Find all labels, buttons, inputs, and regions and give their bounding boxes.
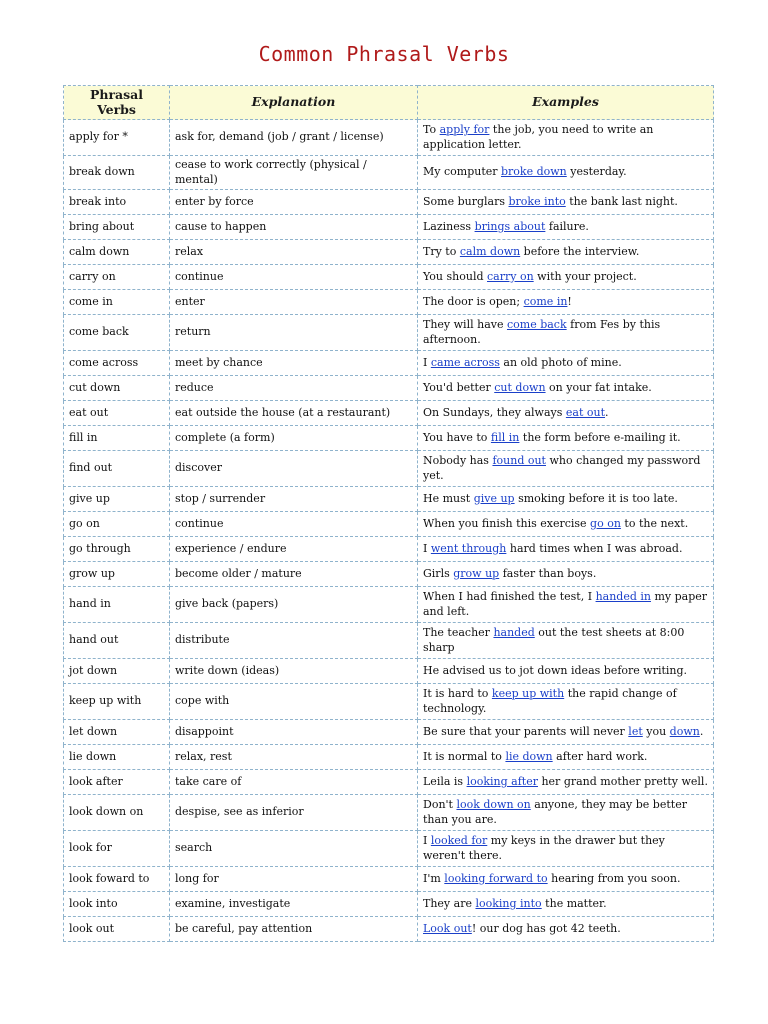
highlighted-phrasal-verb: calm down bbox=[459, 244, 521, 258]
example-text: Laziness bbox=[423, 219, 475, 233]
example-cell bbox=[418, 770, 714, 795]
example-text: To bbox=[423, 123, 440, 136]
example-text: on your fat intake. bbox=[545, 380, 652, 394]
example-text: my keys in the drawer but they weren't there. bbox=[423, 834, 665, 862]
example-cell bbox=[418, 351, 714, 376]
example-text: You have to bbox=[423, 430, 491, 444]
phrasal-verb-cell: keep up with bbox=[64, 684, 170, 720]
explanation-cell: eat outside the house (at a restaurant) bbox=[170, 401, 418, 426]
table-row bbox=[64, 487, 714, 512]
example-cell bbox=[418, 892, 714, 917]
example-cell bbox=[418, 265, 714, 290]
example-text: the form before e-mailing it. bbox=[519, 430, 681, 444]
example-cell bbox=[418, 401, 714, 426]
phrasal-verb-cell: look foward to bbox=[64, 867, 170, 892]
example-text: The teacher bbox=[423, 626, 494, 639]
phrasal-verb-cell: jot down bbox=[64, 659, 170, 684]
example-text: the matter. bbox=[541, 896, 607, 910]
example-cell bbox=[418, 684, 714, 720]
highlighted-phrasal-verb: down bbox=[669, 724, 700, 738]
highlighted-phrasal-verb: fill in bbox=[490, 430, 520, 444]
example-text: They are bbox=[423, 896, 476, 910]
phrasal-verb-cell: come back bbox=[64, 315, 170, 351]
table-row bbox=[64, 240, 714, 265]
explanation-cell: despise, see as inferior bbox=[170, 795, 418, 831]
example-text: I bbox=[423, 834, 431, 847]
explanation-cell: cease to work correctly (physical / mental) bbox=[170, 156, 418, 190]
highlighted-phrasal-verb: carry on bbox=[487, 269, 534, 283]
highlighted-phrasal-verb: looking forward to bbox=[444, 871, 548, 885]
example-text: yesterday. bbox=[566, 165, 627, 179]
explanation-cell: search bbox=[170, 831, 418, 867]
phrasal-verb-cell: break down bbox=[64, 156, 170, 190]
highlighted-phrasal-verb: Look out bbox=[423, 921, 472, 935]
example-text: anyone, they may be better than you are. bbox=[423, 798, 687, 826]
highlighted-phrasal-verb: go on bbox=[590, 516, 621, 530]
phrasal-verb-cell: grow up bbox=[64, 562, 170, 587]
example-cell bbox=[418, 917, 714, 942]
phrasal-verb-cell: look down on bbox=[64, 795, 170, 831]
example-cell bbox=[418, 120, 714, 156]
example-cell bbox=[418, 376, 714, 401]
example-text: It is normal to bbox=[423, 749, 506, 763]
phrasal-verb-cell: go through bbox=[64, 537, 170, 562]
example-text: the bank last night. bbox=[565, 194, 678, 208]
table-row bbox=[64, 190, 714, 215]
example-text: who changed my password yet. bbox=[423, 454, 701, 482]
example-text: to the next. bbox=[620, 516, 689, 530]
example-text: . bbox=[605, 405, 609, 419]
table-body bbox=[64, 120, 714, 942]
header-phrasal-verbs: Phrasal Verbs bbox=[64, 86, 170, 120]
example-cell bbox=[418, 240, 714, 265]
phrasal-verb-cell: look into bbox=[64, 892, 170, 917]
table-header-row bbox=[64, 86, 714, 120]
highlighted-phrasal-verb: handed bbox=[493, 626, 535, 639]
phrasal-verb-cell: calm down bbox=[64, 240, 170, 265]
explanation-cell: return bbox=[170, 315, 418, 351]
phrasal-verb-cell: carry on bbox=[64, 265, 170, 290]
highlighted-phrasal-verb: eat out bbox=[565, 405, 606, 419]
highlighted-phrasal-verb: cut down bbox=[494, 380, 546, 394]
example-text: her grand mother pretty well. bbox=[537, 774, 708, 788]
example-text: an old photo of mine. bbox=[499, 355, 622, 369]
example-text: Nobody has bbox=[423, 454, 493, 467]
highlighted-phrasal-verb: brings about bbox=[474, 219, 546, 233]
table-row bbox=[64, 917, 714, 942]
phrasal-verb-cell: come in bbox=[64, 290, 170, 315]
example-text: from Fes by this afternoon. bbox=[423, 318, 661, 346]
explanation-cell: ask for, demand (job / grant / license) bbox=[170, 120, 418, 156]
highlighted-phrasal-verb: lie down bbox=[505, 749, 553, 763]
explanation-cell: experience / endure bbox=[170, 537, 418, 562]
table-row bbox=[64, 831, 714, 867]
table-row bbox=[64, 867, 714, 892]
table-row bbox=[64, 795, 714, 831]
example-text: I bbox=[423, 541, 431, 555]
highlighted-phrasal-verb: come in bbox=[523, 294, 568, 308]
highlighted-phrasal-verb: grow up bbox=[453, 566, 500, 580]
highlighted-phrasal-verb: keep up with bbox=[491, 687, 565, 700]
explanation-cell: cause to happen bbox=[170, 215, 418, 240]
phrasal-verb-cell: let down bbox=[64, 720, 170, 745]
explanation-cell: cope with bbox=[170, 684, 418, 720]
table-row bbox=[64, 315, 714, 351]
example-text: It is hard to bbox=[423, 687, 492, 700]
phrasal-verb-cell: hand in bbox=[64, 587, 170, 623]
phrasal-verb-cell: fill in bbox=[64, 426, 170, 451]
example-text: my paper and left. bbox=[423, 590, 708, 618]
phrasal-verb-cell: come across bbox=[64, 351, 170, 376]
example-cell bbox=[418, 659, 714, 684]
table-row bbox=[64, 215, 714, 240]
phrasal-verb-cell: hand out bbox=[64, 623, 170, 659]
example-text: hearing from you soon. bbox=[547, 871, 681, 885]
explanation-cell: give back (papers) bbox=[170, 587, 418, 623]
highlighted-phrasal-verb: came across bbox=[430, 355, 500, 369]
example-text: the rapid change of technology. bbox=[423, 687, 677, 715]
phrasal-verb-cell: bring about bbox=[64, 215, 170, 240]
explanation-cell: take care of bbox=[170, 770, 418, 795]
phrasal-verb-cell: lie down bbox=[64, 745, 170, 770]
example-cell bbox=[418, 215, 714, 240]
highlighted-phrasal-verb: let bbox=[628, 724, 643, 738]
phrasal-verbs-table bbox=[63, 85, 714, 942]
highlighted-phrasal-verb: give up bbox=[473, 491, 515, 505]
example-cell bbox=[418, 623, 714, 659]
phrasal-verb-cell: cut down bbox=[64, 376, 170, 401]
example-text: My computer bbox=[423, 165, 501, 179]
example-cell bbox=[418, 562, 714, 587]
explanation-cell: examine, investigate bbox=[170, 892, 418, 917]
table-row bbox=[64, 892, 714, 917]
explanation-cell: discover bbox=[170, 451, 418, 487]
header-examples: Examples bbox=[418, 86, 714, 120]
example-text: after hard work. bbox=[552, 749, 648, 763]
example-text: Try to bbox=[423, 244, 460, 258]
example-cell bbox=[418, 426, 714, 451]
table-row bbox=[64, 426, 714, 451]
table-row bbox=[64, 587, 714, 623]
highlighted-phrasal-verb: broke down bbox=[501, 165, 567, 179]
explanation-cell: continue bbox=[170, 265, 418, 290]
phrasal-verb-cell: look for bbox=[64, 831, 170, 867]
explanation-cell: complete (a form) bbox=[170, 426, 418, 451]
example-text: He must bbox=[423, 491, 474, 505]
highlighted-phrasal-verb: broke into bbox=[508, 194, 566, 208]
explanation-cell: meet by chance bbox=[170, 351, 418, 376]
example-text: I bbox=[423, 355, 431, 369]
example-text: When you finish this exercise bbox=[423, 516, 591, 530]
page-title: Common Phrasal Verbs bbox=[258, 42, 510, 66]
example-text: smoking before it is too late. bbox=[514, 491, 678, 505]
explanation-cell: reduce bbox=[170, 376, 418, 401]
example-text: . bbox=[699, 724, 704, 738]
table-row bbox=[64, 265, 714, 290]
highlighted-phrasal-verb: handed in bbox=[595, 590, 651, 603]
table-row bbox=[64, 156, 714, 190]
example-text: before the interview. bbox=[520, 244, 640, 258]
example-cell bbox=[418, 795, 714, 831]
example-text: ! bbox=[567, 294, 572, 308]
table-row bbox=[64, 562, 714, 587]
example-cell bbox=[418, 587, 714, 623]
example-text: the job, you need to write an application letter. bbox=[423, 123, 654, 151]
example-text: Be sure that your parents will never bbox=[423, 724, 629, 738]
highlighted-phrasal-verb: apply for bbox=[439, 123, 490, 136]
example-cell bbox=[418, 720, 714, 745]
table-row bbox=[64, 512, 714, 537]
example-text: faster than boys. bbox=[499, 566, 597, 580]
phrasal-verb-cell: give up bbox=[64, 487, 170, 512]
explanation-cell: distribute bbox=[170, 623, 418, 659]
explanation-cell: be careful, pay attention bbox=[170, 917, 418, 942]
table-row bbox=[64, 401, 714, 426]
example-text: Girls bbox=[423, 566, 454, 580]
phrasal-verb-cell: break into bbox=[64, 190, 170, 215]
example-text: failure. bbox=[545, 219, 589, 233]
table-row bbox=[64, 659, 714, 684]
highlighted-phrasal-verb: come back bbox=[506, 318, 567, 331]
phrasal-verb-cell: find out bbox=[64, 451, 170, 487]
table-row bbox=[64, 623, 714, 659]
example-text: I'm bbox=[423, 871, 445, 885]
example-text: with your project. bbox=[533, 269, 637, 283]
example-cell bbox=[418, 512, 714, 537]
explanation-cell: long for bbox=[170, 867, 418, 892]
example-text: They will have bbox=[423, 318, 507, 331]
example-text: out the test sheets at 8:00 sharp bbox=[423, 626, 685, 654]
example-text: He advised us to jot down ideas before writing. bbox=[423, 663, 688, 677]
example-text: ! our dog has got 42 teeth. bbox=[471, 921, 621, 935]
example-text: When I had finished the test, I bbox=[423, 590, 596, 603]
explanation-cell: relax, rest bbox=[170, 745, 418, 770]
example-cell bbox=[418, 451, 714, 487]
table-row bbox=[64, 120, 714, 156]
header-explanation: Explanation bbox=[170, 86, 418, 120]
explanation-cell: write down (ideas) bbox=[170, 659, 418, 684]
table-row bbox=[64, 351, 714, 376]
example-cell bbox=[418, 290, 714, 315]
example-text: Leila is bbox=[423, 774, 467, 788]
explanation-cell: relax bbox=[170, 240, 418, 265]
example-cell bbox=[418, 831, 714, 867]
phrasal-verb-cell: eat out bbox=[64, 401, 170, 426]
highlighted-phrasal-verb: look down on bbox=[456, 798, 531, 811]
table-row bbox=[64, 376, 714, 401]
example-cell bbox=[418, 867, 714, 892]
highlighted-phrasal-verb: looking into bbox=[475, 896, 542, 910]
example-text: hard times when I was abroad. bbox=[506, 541, 683, 555]
table-row bbox=[64, 720, 714, 745]
phrasal-verb-cell: go on bbox=[64, 512, 170, 537]
example-cell bbox=[418, 156, 714, 190]
phrasal-verb-cell: look after bbox=[64, 770, 170, 795]
example-text: you bbox=[642, 724, 670, 738]
example-text: The door is open; bbox=[423, 294, 524, 308]
table-row bbox=[64, 537, 714, 562]
phrasal-verb-cell: look out bbox=[64, 917, 170, 942]
example-cell bbox=[418, 190, 714, 215]
table-row bbox=[64, 770, 714, 795]
example-text: You'd better bbox=[423, 380, 495, 394]
example-cell bbox=[418, 537, 714, 562]
example-cell bbox=[418, 487, 714, 512]
highlighted-phrasal-verb: looking after bbox=[466, 774, 538, 788]
explanation-cell: disappoint bbox=[170, 720, 418, 745]
example-cell bbox=[418, 315, 714, 351]
table-row bbox=[64, 290, 714, 315]
highlighted-phrasal-verb: went through bbox=[430, 541, 507, 555]
example-cell bbox=[418, 745, 714, 770]
example-text: On Sundays, they always bbox=[423, 405, 566, 419]
highlighted-phrasal-verb: found out bbox=[492, 454, 546, 467]
table-row bbox=[64, 745, 714, 770]
example-text: You should bbox=[423, 269, 488, 283]
explanation-cell: continue bbox=[170, 512, 418, 537]
explanation-cell: become older / mature bbox=[170, 562, 418, 587]
highlighted-phrasal-verb: looked for bbox=[430, 834, 488, 847]
example-text: Some burglars bbox=[423, 194, 509, 208]
table-row bbox=[64, 451, 714, 487]
explanation-cell: enter bbox=[170, 290, 418, 315]
example-text: Don't bbox=[423, 798, 457, 811]
explanation-cell: enter by force bbox=[170, 190, 418, 215]
explanation-cell: stop / surrender bbox=[170, 487, 418, 512]
table-row bbox=[64, 684, 714, 720]
phrasal-verb-cell: apply for * bbox=[64, 120, 170, 156]
